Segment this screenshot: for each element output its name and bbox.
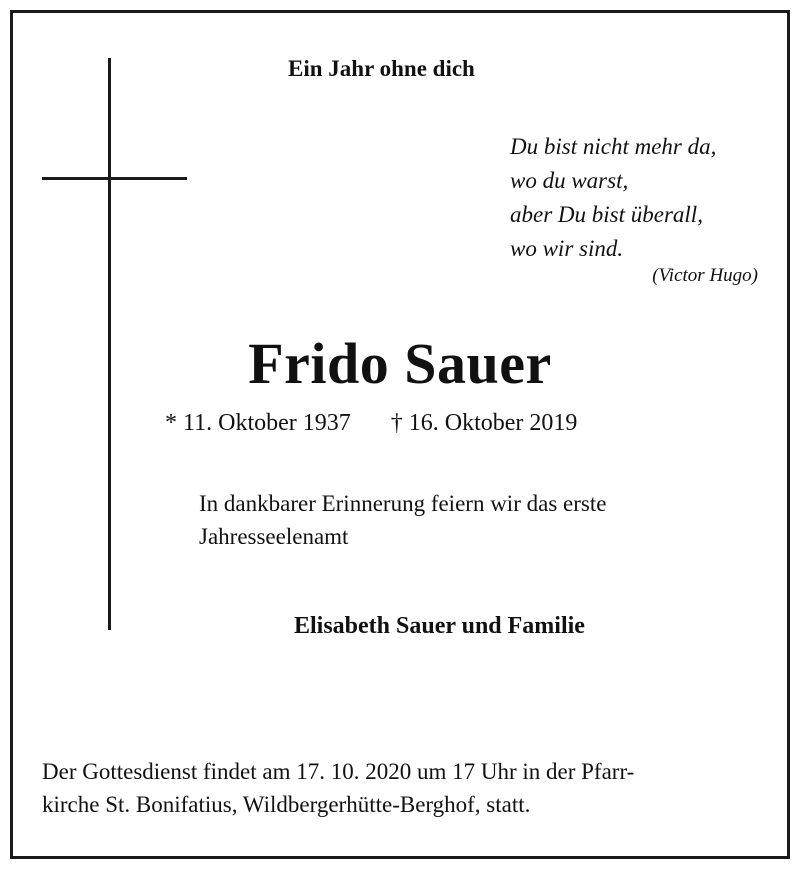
life-dates (165, 410, 577, 437)
poem-line: wo wir sind. (510, 236, 624, 261)
cross-icon-horizontal (42, 177, 187, 180)
memory-text (199, 487, 719, 553)
poem-author: (Victor Hugo) (652, 265, 758, 286)
signature: Elisabeth Sauer und Familie (294, 613, 585, 639)
service-info (42, 755, 762, 821)
poem-line: Du bist nicht mehr da, (510, 134, 717, 159)
service-line: Der Gottesdienst findet am 17. 10. 2020 um 17 Uhr in der Pfarr- (42, 759, 635, 784)
birth-date: * 11. Oktober 1937 (165, 410, 351, 436)
poem-line: aber Du bist überall, (510, 202, 703, 227)
headline: Ein Jahr ohne dich (288, 56, 475, 81)
service-line: kirche St. Bonifatius, Wildbergerhütte-Berghof, statt. (42, 792, 531, 817)
deceased-name-text: Frido Sauer (248, 331, 552, 396)
poem-line: wo du warst, (510, 168, 629, 193)
death-date: † 16. Oktober 2019 (390, 410, 578, 436)
memory-line: In dankbarer Erinnerung feiern wir das erste (199, 491, 607, 516)
memory-line: Jahresseelenamt (199, 524, 349, 549)
poem (510, 130, 716, 266)
deceased-name (0, 330, 800, 397)
